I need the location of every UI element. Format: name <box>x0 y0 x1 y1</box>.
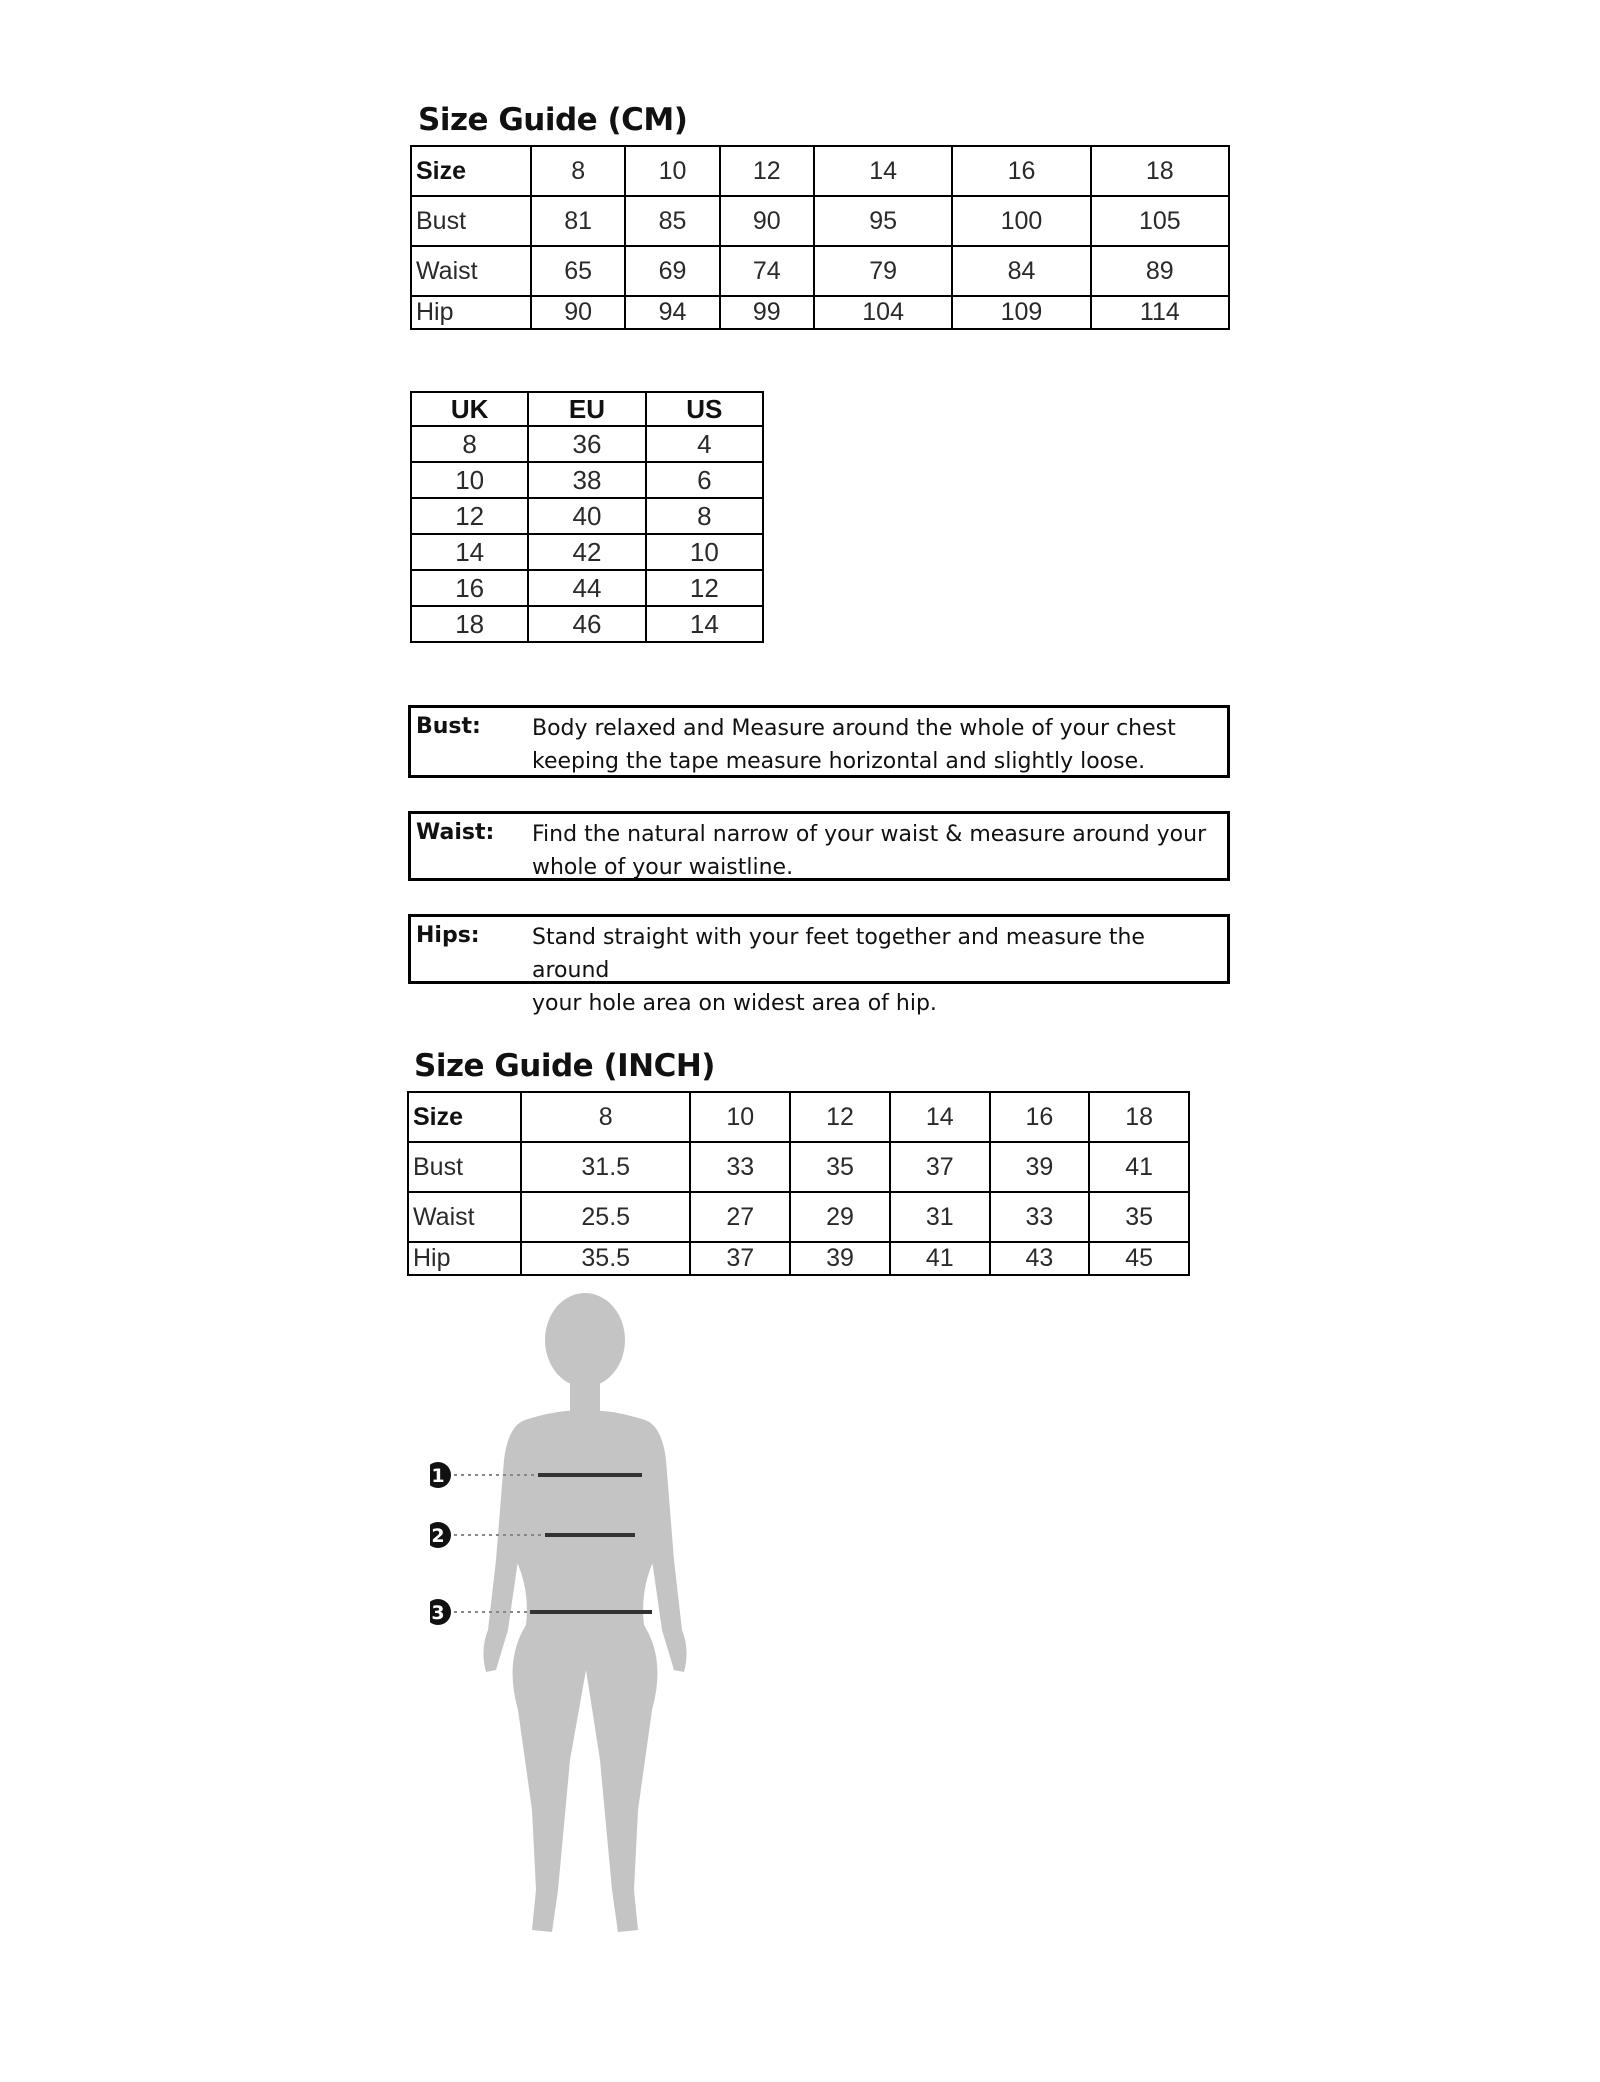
cell: 81 <box>531 196 625 246</box>
note-label: Waist: <box>416 820 495 845</box>
conversion-row <box>411 426 763 462</box>
header-eu: EU <box>528 392 645 426</box>
row-label: Bust <box>411 196 531 246</box>
inch-waist-row <box>408 1192 1189 1242</box>
cell: 16 <box>990 1092 1090 1142</box>
cell: 69 <box>625 246 719 296</box>
cell: 10 <box>690 1092 790 1142</box>
marker-number: 1 <box>431 1465 445 1487</box>
cell: 42 <box>528 534 645 570</box>
cell: 8 <box>531 146 625 196</box>
marker-number: 3 <box>431 1602 445 1624</box>
note-label: Bust: <box>416 714 481 739</box>
cell: 14 <box>814 146 952 196</box>
row-label: Bust <box>408 1142 521 1192</box>
body-measurement-figure <box>430 1290 710 1940</box>
waist-note <box>408 811 1230 881</box>
cell: 6 <box>646 462 763 498</box>
conversion-row <box>411 462 763 498</box>
cm-bust-row <box>411 196 1229 246</box>
cell: 43 <box>990 1242 1090 1275</box>
cell: 18 <box>411 606 528 642</box>
conversion-row <box>411 570 763 606</box>
header-us: US <box>646 392 763 426</box>
row-label: Hip <box>408 1242 521 1275</box>
cell: 94 <box>625 296 719 329</box>
cell: 10 <box>411 462 528 498</box>
cm-waist-row <box>411 246 1229 296</box>
inch-size-row <box>408 1092 1189 1142</box>
cell: 105 <box>1091 196 1229 246</box>
note-line: Body relaxed and Measure around the whole of your chest <box>532 716 1176 741</box>
cell: 31.5 <box>521 1142 690 1192</box>
note-line: keeping the tape measure horizontal and slightly loose. <box>532 749 1146 774</box>
cm-hip-row <box>411 296 1229 329</box>
body-silhouette-icon <box>430 1290 710 1940</box>
cell: 40 <box>528 498 645 534</box>
cell: 90 <box>720 196 814 246</box>
conversion-row <box>411 606 763 642</box>
cell: 39 <box>790 1242 890 1275</box>
cell: 16 <box>411 570 528 606</box>
cell: 35.5 <box>521 1242 690 1275</box>
cell: 10 <box>625 146 719 196</box>
note-line: Stand straight with your feet together and measure the around <box>532 925 1145 983</box>
cell: 36 <box>528 426 645 462</box>
cell: 33 <box>690 1142 790 1192</box>
cell: 109 <box>952 296 1090 329</box>
cell: 114 <box>1091 296 1229 329</box>
cell: 14 <box>890 1092 990 1142</box>
cell: 10 <box>646 534 763 570</box>
cell: 90 <box>531 296 625 329</box>
cell: 79 <box>814 246 952 296</box>
cell: 39 <box>990 1142 1090 1192</box>
cell: 37 <box>690 1242 790 1275</box>
cell: 35 <box>1089 1192 1189 1242</box>
conversion-header-row <box>411 392 763 426</box>
cell: 12 <box>720 146 814 196</box>
cell: 45 <box>1089 1242 1189 1275</box>
cell: 25.5 <box>521 1192 690 1242</box>
row-label: Size <box>408 1092 521 1142</box>
cell: 27 <box>690 1192 790 1242</box>
row-label: Waist <box>411 246 531 296</box>
row-label: Hip <box>411 296 531 329</box>
cell: 18 <box>1089 1092 1189 1142</box>
cm-size-table <box>410 145 1230 330</box>
cell: 12 <box>411 498 528 534</box>
header-uk: UK <box>411 392 528 426</box>
cell: 41 <box>890 1242 990 1275</box>
cell: 100 <box>952 196 1090 246</box>
conversion-row <box>411 534 763 570</box>
cell: 89 <box>1091 246 1229 296</box>
note-line: Find the natural narrow of your waist & measure around your <box>532 822 1207 847</box>
cell: 14 <box>646 606 763 642</box>
cell: 33 <box>990 1192 1090 1242</box>
cell: 16 <box>952 146 1090 196</box>
hips-note <box>408 914 1230 1016</box>
cell: 12 <box>646 570 763 606</box>
cm-guide-title: Size Guide (CM) <box>418 102 688 138</box>
note-line: whole of your waistline. <box>532 855 794 880</box>
note-text <box>532 818 1219 884</box>
cell: 8 <box>411 426 528 462</box>
size-conversion-table <box>410 391 764 643</box>
cell: 38 <box>528 462 645 498</box>
row-label: Size <box>411 146 531 196</box>
cell: 65 <box>531 246 625 296</box>
cell: 41 <box>1089 1142 1189 1192</box>
note-line: your hole area on widest area of hip. <box>532 991 937 1016</box>
cell: 104 <box>814 296 952 329</box>
cell: 8 <box>646 498 763 534</box>
inch-hip-row <box>408 1242 1189 1275</box>
inch-bust-row <box>408 1142 1189 1192</box>
cell: 95 <box>814 196 952 246</box>
marker-number: 2 <box>431 1525 445 1547</box>
cell: 44 <box>528 570 645 606</box>
cell: 18 <box>1091 146 1229 196</box>
cell: 31 <box>890 1192 990 1242</box>
cell: 14 <box>411 534 528 570</box>
note-text <box>532 921 1219 1020</box>
cell: 46 <box>528 606 645 642</box>
cell: 35 <box>790 1142 890 1192</box>
cell: 12 <box>790 1092 890 1142</box>
note-text <box>532 712 1219 778</box>
cell: 85 <box>625 196 719 246</box>
note-label: Hips: <box>416 923 480 948</box>
cell: 8 <box>521 1092 690 1142</box>
cell: 74 <box>720 246 814 296</box>
cell: 84 <box>952 246 1090 296</box>
cell: 99 <box>720 296 814 329</box>
inch-guide-title: Size Guide (INCH) <box>414 1048 715 1084</box>
cell: 4 <box>646 426 763 462</box>
bust-note <box>408 705 1230 778</box>
cell: 29 <box>790 1192 890 1242</box>
inch-size-table <box>407 1091 1190 1276</box>
cell: 37 <box>890 1142 990 1192</box>
row-label: Waist <box>408 1192 521 1242</box>
cm-size-row <box>411 146 1229 196</box>
conversion-row <box>411 498 763 534</box>
